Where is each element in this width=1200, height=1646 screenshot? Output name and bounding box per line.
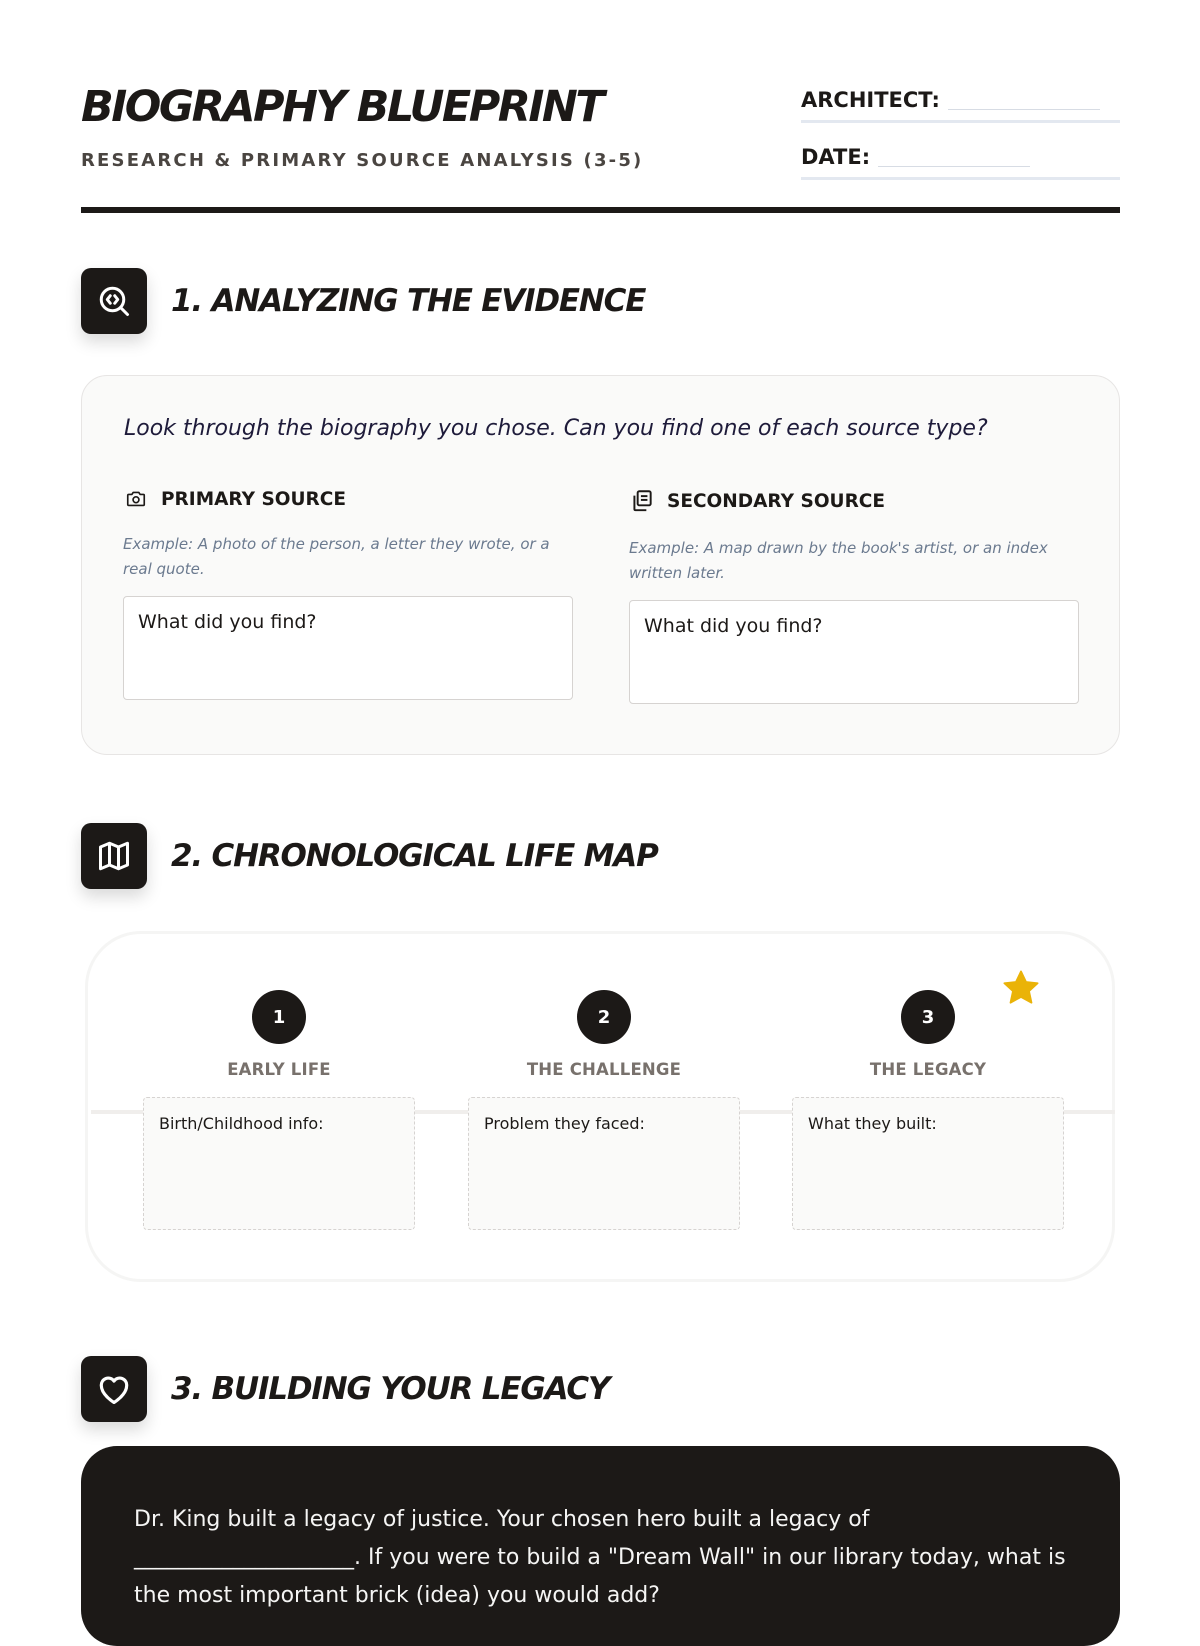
step-number: 3	[901, 990, 955, 1044]
header-divider	[81, 207, 1120, 213]
primary-source-input[interactable]: What did you find?	[123, 596, 573, 700]
step-label: EARLY LIFE	[227, 1060, 331, 1079]
step-input[interactable]: Problem they faced:	[468, 1097, 740, 1230]
date-label: DATE:	[801, 145, 871, 169]
section1-header	[81, 268, 645, 334]
primary-source-heading	[123, 488, 575, 510]
section2-title: 2. CHRONOLOGICAL LIFE MAP	[171, 838, 658, 874]
header	[81, 0, 1120, 215]
secondary-source-input[interactable]: What did you find?	[629, 600, 1079, 704]
life-map-card	[85, 931, 1115, 1282]
page-title: BIOGRAPHY BLUEPRINT	[81, 82, 603, 132]
map-icon	[81, 823, 147, 889]
magnifier-icon	[81, 268, 147, 334]
step-label: THE CHALLENGE	[526, 1060, 682, 1079]
step-input[interactable]: Birth/Childhood info:	[143, 1097, 415, 1230]
primary-source-label: PRIMARY SOURCE	[161, 488, 347, 510]
step-number: 2	[577, 990, 631, 1044]
evidence-card	[81, 375, 1120, 755]
architect-field[interactable]	[801, 80, 1120, 123]
secondary-source-label: SECONDARY SOURCE	[667, 490, 886, 512]
secondary-source-column	[629, 488, 1081, 704]
step-number: 1	[252, 990, 306, 1044]
timeline-step-2	[468, 990, 740, 1230]
secondary-source-example: Example: A map drawn by the book's artist, or an index written later.	[629, 539, 1048, 582]
meta-fields	[801, 80, 1120, 194]
star-icon	[1000, 967, 1042, 1013]
legacy-card	[81, 1446, 1120, 1646]
camera-icon	[123, 488, 149, 510]
step-label: THE LEGACY	[869, 1060, 987, 1079]
date-field[interactable]	[801, 137, 1120, 180]
heart-icon	[81, 1356, 147, 1422]
step-input[interactable]: What they built:	[792, 1097, 1064, 1230]
section2-header	[81, 823, 658, 889]
worksheet-page	[81, 0, 1120, 1608]
primary-source-column	[123, 488, 575, 700]
architect-blank[interactable]	[948, 109, 1100, 110]
section3-title: 3. BUILDING YOUR LEGACY	[171, 1371, 610, 1407]
legacy-prompt: Dr. King built a legacy of justice. Your chosen hero built a legacy of ____________________. If you were to build a "Dream Wall" in our library today, what is the most important brick (idea) you would add?	[134, 1507, 1066, 1608]
evidence-prompt: Look through the biography you chose. Can you find one of each source type?	[124, 416, 988, 441]
primary-source-example: Example: A photo of the person, a letter they wrote, or a real quote.	[123, 535, 550, 578]
date-blank[interactable]	[878, 166, 1030, 167]
timeline-step-3	[792, 990, 1064, 1230]
page-subtitle: RESEARCH & PRIMARY SOURCE ANALYSIS (3-5)	[81, 150, 644, 171]
architect-label: ARCHITECT:	[801, 88, 940, 112]
section3-header	[81, 1356, 609, 1422]
copy-icon	[629, 488, 655, 514]
secondary-source-heading	[629, 488, 1081, 514]
timeline-step-1	[143, 990, 415, 1230]
section1-title: 1. ANALYZING THE EVIDENCE	[171, 283, 646, 319]
